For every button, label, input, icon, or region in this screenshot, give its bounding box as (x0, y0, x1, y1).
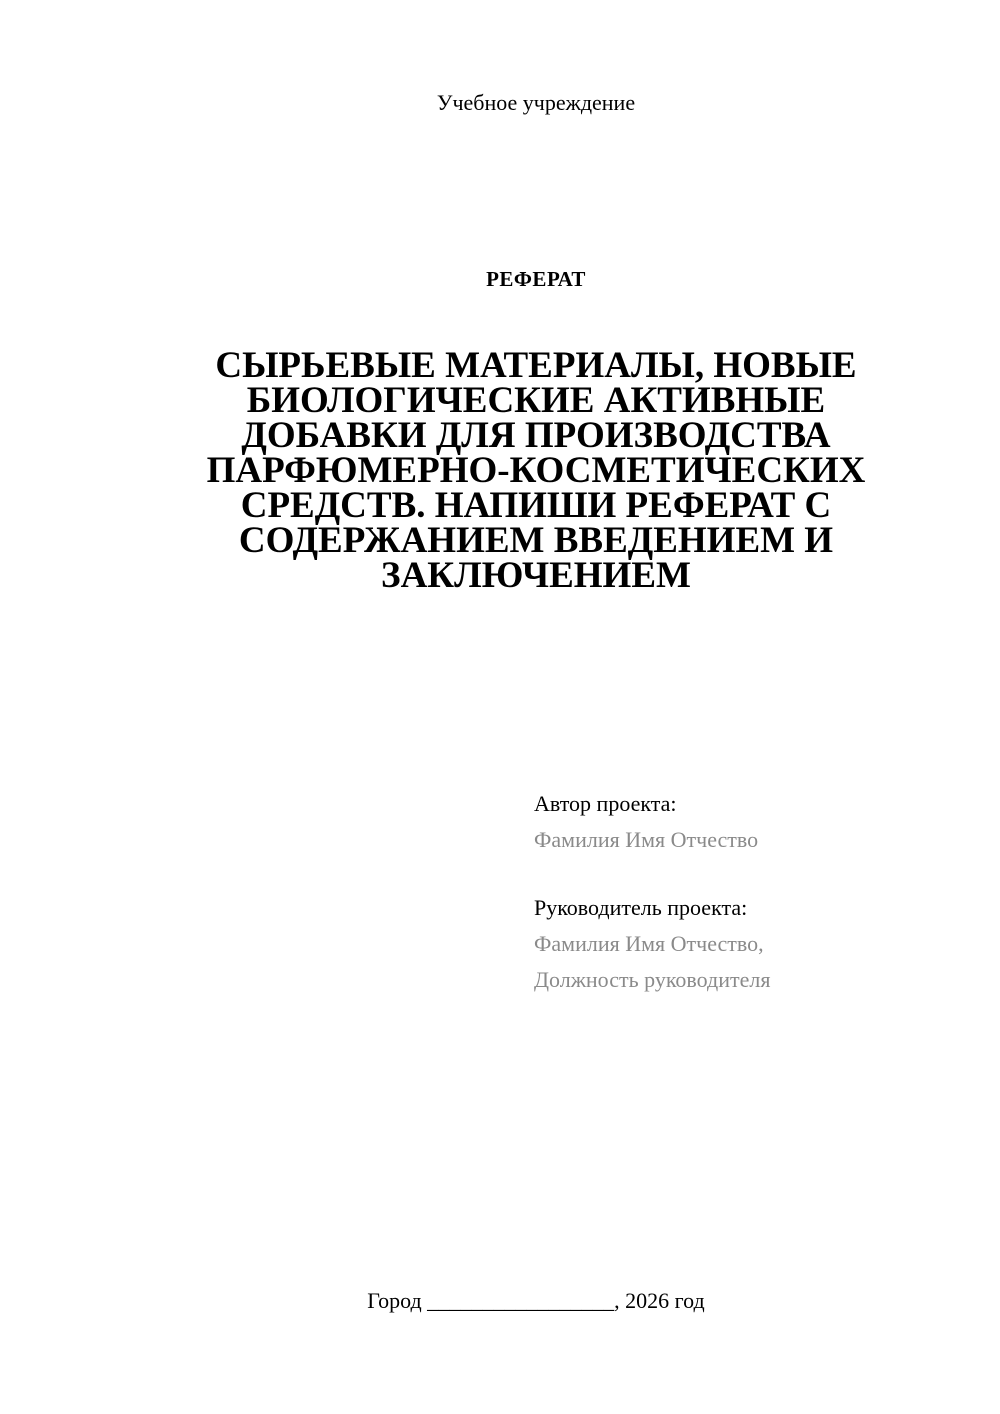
supervisor-name: Фамилия Имя Отчество, (534, 931, 764, 956)
supervisor-block (534, 890, 974, 998)
title-line: СЫРЬЕВЫЕ МАТЕРИАЛЫ, НОВЫЕ (215, 345, 857, 386)
author-name: Фамилия Имя Отчество (534, 827, 759, 852)
author-block (534, 786, 974, 858)
title-line: ПАРФЮМЕРНО-КОСМЕТИЧЕСКИХ (206, 450, 866, 491)
title-line: СОДЕРЖАНИЕМ ВВЕДЕНИЕМ И (238, 520, 834, 561)
city-year-line: Город _________________, 2026 год (367, 1288, 705, 1313)
document-title (150, 345, 922, 596)
title-line: СРЕДСТВ. НАПИШИ РЕФЕРАТ С (240, 485, 832, 526)
title-line: ДОБАВКИ ДЛЯ ПРОИЗВОДСТВА (241, 415, 831, 456)
title-line: ЗАКЛЮЧЕНИЕМ (381, 555, 691, 596)
author-label: Автор проекта: (534, 791, 677, 816)
supervisor-label: Руководитель проекта: (534, 895, 748, 920)
title-line: БИОЛОГИЧЕСКИЕ АКТИВНЫЕ (246, 380, 826, 421)
institution-name: Учебное учреждение (436, 90, 636, 115)
supervisor-position: Должность руководителя (534, 967, 771, 992)
document-type: РЕФЕРАТ (486, 267, 586, 291)
